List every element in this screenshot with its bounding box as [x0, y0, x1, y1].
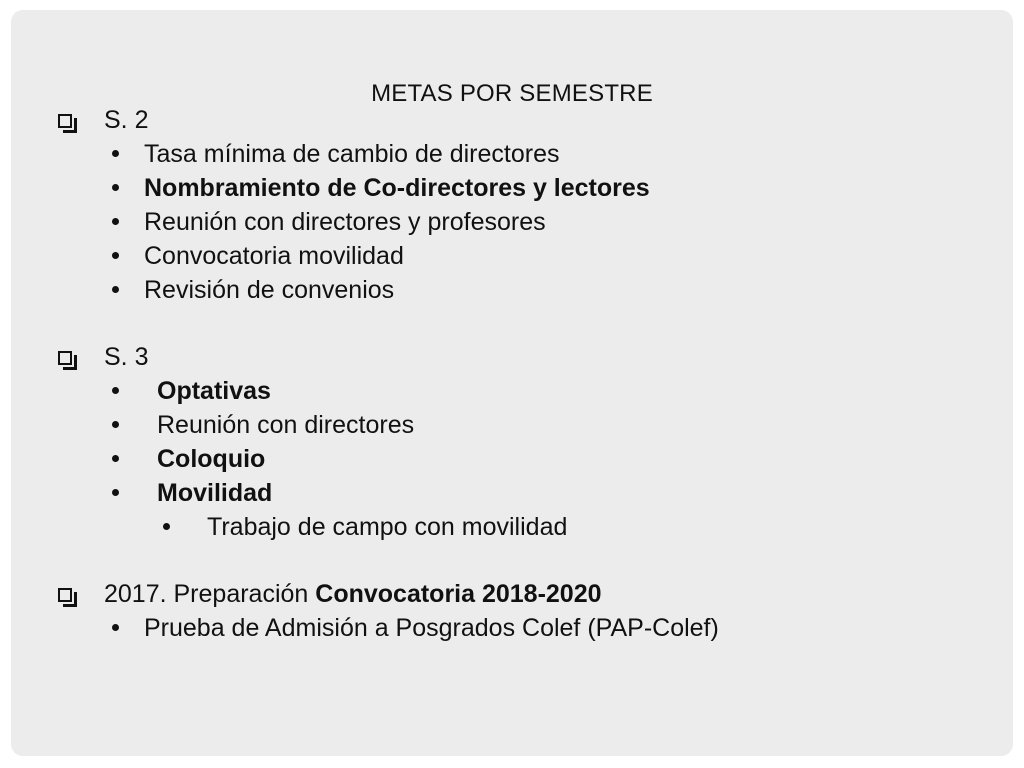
checkbox-bullet-icon: [58, 351, 72, 365]
list-item: Revisión de convenios: [144, 276, 395, 304]
list-item: Prueba de Admisión a Posgrados Colef (PAP-Colef): [144, 614, 719, 642]
list-item: Optativas: [157, 377, 271, 405]
bullet-icon: [112, 184, 119, 191]
sub-list-item: Trabajo de campo con movilidad: [207, 513, 568, 541]
slide: [11, 10, 1013, 756]
section-heading-prefix: 2017. Preparación: [104, 580, 316, 608]
checkbox-bullet-icon: [58, 588, 72, 602]
list-item: Reunión con directores y profesores: [144, 208, 546, 236]
section-heading-bold: Convocatoria 2018-2020: [315, 580, 602, 608]
section-heading-2017: [104, 579, 602, 609]
bullet-icon: [112, 387, 119, 394]
list-item: Tasa mínima de cambio de directores: [144, 140, 560, 168]
bullet-icon: [112, 624, 119, 631]
bullet-icon: [112, 150, 119, 157]
list-item: Nombramiento de Co-directores y lectores: [144, 174, 650, 202]
sub-bullet-icon: [163, 523, 170, 530]
section-heading-s2: S. 2: [104, 106, 149, 134]
bullet-icon: [112, 286, 119, 293]
bullet-icon: [112, 455, 119, 462]
section-heading-s3: S. 3: [104, 343, 149, 371]
bullet-icon: [112, 489, 119, 496]
bullet-icon: [112, 421, 119, 428]
list-item: Movilidad: [157, 479, 273, 507]
list-item: Reunión con directores: [157, 411, 415, 439]
slide-title: METAS POR SEMESTRE: [371, 80, 653, 107]
checkbox-bullet-icon: [58, 114, 72, 128]
bullet-icon: [112, 252, 119, 259]
bullet-icon: [112, 218, 119, 225]
list-item: Coloquio: [157, 445, 266, 473]
list-item: Convocatoria movilidad: [144, 242, 404, 270]
